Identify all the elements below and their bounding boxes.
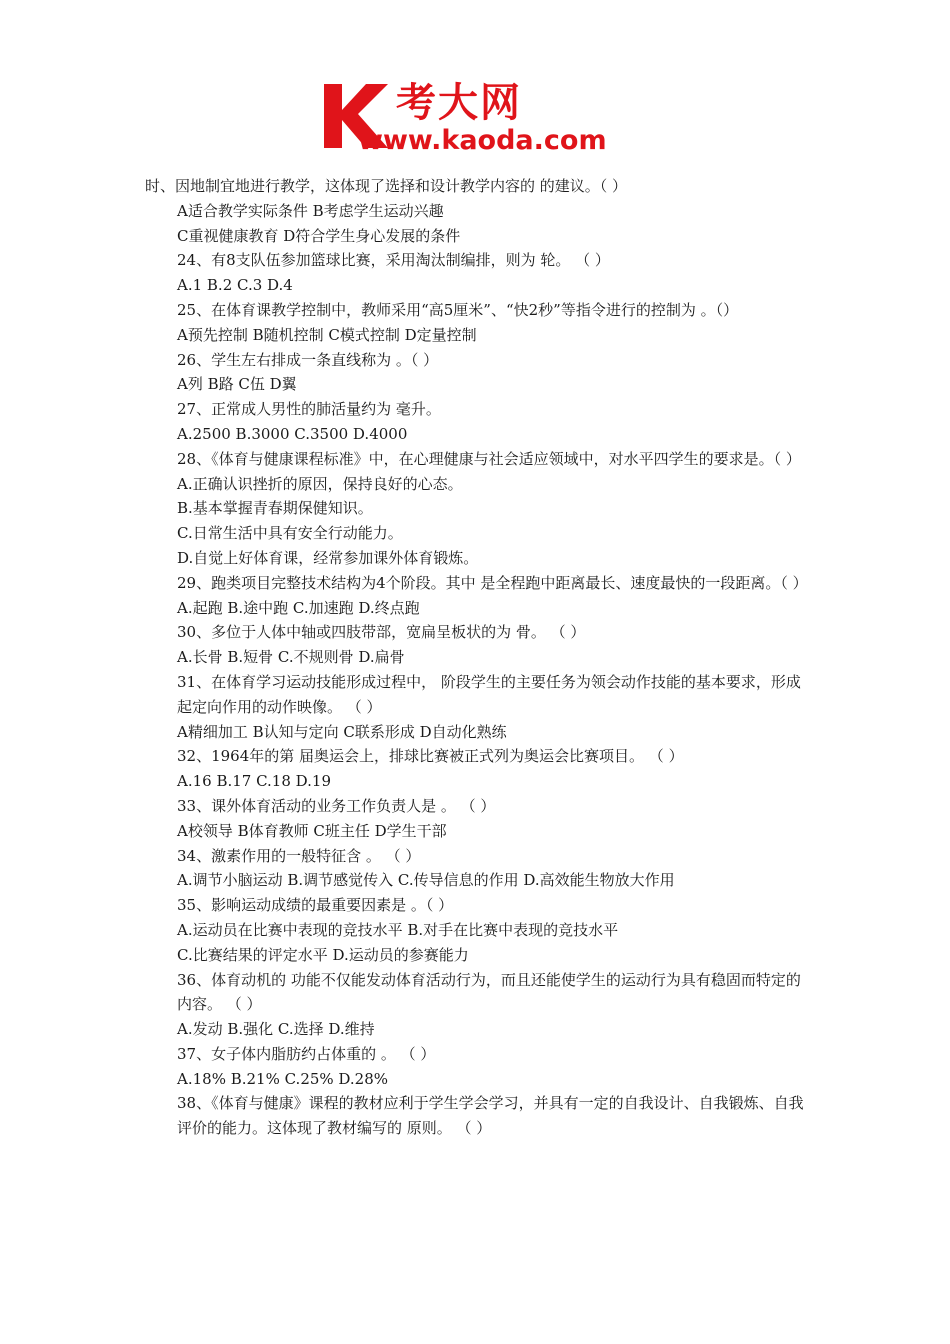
question-line: 31、在体育学习运动技能形成过程中， 阶段学生的主要任务为领会动作技能的基本要求，形成起定向作用的动作映像。 （ ）: [177, 672, 801, 716]
text-line: 时、因地制宜地进行教学，这体现了选择和设计教学内容的 的建议。（ ）: [145, 177, 628, 195]
option-line: C重视健康教育 D符合学生身心发展的条件: [177, 226, 461, 245]
option-line: C.比赛结果的评定水平 D.运动员的参赛能力: [177, 945, 469, 964]
option-line: A精细加工 B认知与定向 C联系形成 D自动化熟练: [177, 722, 507, 741]
option-line: A.起跑 B.途中跑 C.加速跑 D.终点跑: [177, 598, 420, 617]
exam-content: [145, 174, 810, 1141]
question-line: 30、多位于人体中轴或四肢带部，宽扁呈板状的为 骨。 （ ）: [177, 623, 586, 642]
option-line: A适合教学实际条件 B考虑学生运动兴趣: [177, 201, 444, 220]
question-line: 29、跑类项目完整技术结构为4个阶段。其中 是全程跑中距离最长、速度最快的一段距离。（ ）: [177, 573, 808, 592]
question-line: 26、学生左右排成一条直线称为 。（ ）: [177, 350, 439, 369]
option-line: A.调节小脑运动 B.调节感觉传入 C.传导信息的作用 D.高效能生物放大作用: [177, 871, 675, 890]
option-line: A预先控制 B随机控制 C模式控制 D定量控制: [177, 325, 477, 344]
option-line: A.2500 B.3000 C.3500 D.4000: [177, 424, 408, 443]
question-line: 32、1964年的第 届奥运会上，排球比赛被正式列为奥运会比赛项目。 （ ）: [177, 747, 684, 766]
option-line: D.自觉上好体育课，经常参加课外体育锻炼。: [177, 548, 479, 567]
question-line: 25、在体育课教学控制中，教师采用“高5厘米”、“快2秒”等指令进行的控制为 。（）: [177, 300, 739, 319]
option-line: A.1 B.2 C.3 D.4: [177, 276, 293, 295]
question-line: 38、《体育与健康》课程的教材应利于学生学会学习，并具有一定的自我设计、自我锻炼、自我评价的能力。这体现了教材编写的 原则。 （ ）: [177, 1094, 804, 1138]
question-line: 28、《体育与健康课程标准》中，在心理健康与社会适应领域中，对水平四学生的要求是。（ ）: [177, 449, 801, 468]
option-line: B.基本掌握青春期保健知识。: [177, 499, 373, 518]
option-line: A.正确认识挫折的原因，保持良好的心态。: [177, 474, 463, 493]
logo-url: www.kaoda.com: [358, 125, 607, 156]
option-line: A列 B路 C伍 D翼: [177, 375, 297, 394]
option-line: A.18% B.21% C.25% D.28%: [177, 1069, 389, 1088]
question-line: 36、体育动机的 功能不仅能发动体育活动行为，而且还能使学生的运动行为具有稳固而特定的内容。 （ ）: [177, 970, 801, 1014]
kaoda-logo: [318, 80, 648, 160]
question-line: 34、激素作用的一般特征含 。 （ ）: [177, 846, 421, 865]
question-line: 24、有8支队伍参加篮球比赛，采用淘汰制编排，则为 轮。 （ ）: [177, 251, 610, 270]
option-line: A.发动 B.强化 C.选择 D.维持: [177, 1020, 375, 1039]
option-line: C.日常生活中具有安全行动能力。: [177, 524, 403, 543]
question-line: 33、课外体育活动的业务工作负责人是 。 （ ）: [177, 796, 496, 815]
question-line: 35、影响运动成绩的最重要因素是 。（ ）: [177, 896, 454, 915]
logo-text: 考大网: [396, 80, 522, 126]
option-line: A.运动员在比赛中表现的竞技水平 B.对手在比赛中表现的竞技水平: [177, 920, 619, 939]
question-line: 37、女子体内脂肪约占体重的 。 （ ）: [177, 1044, 436, 1063]
option-line: A校领导 B体育教师 C班主任 D学生干部: [177, 821, 447, 840]
option-line: A.16 B.17 C.18 D.19: [177, 772, 332, 791]
option-line: A.长骨 B.短骨 C.不规则骨 D.扁骨: [177, 648, 405, 667]
question-line: 27、正常成人男性的肺活量约为 毫升。: [177, 400, 441, 419]
